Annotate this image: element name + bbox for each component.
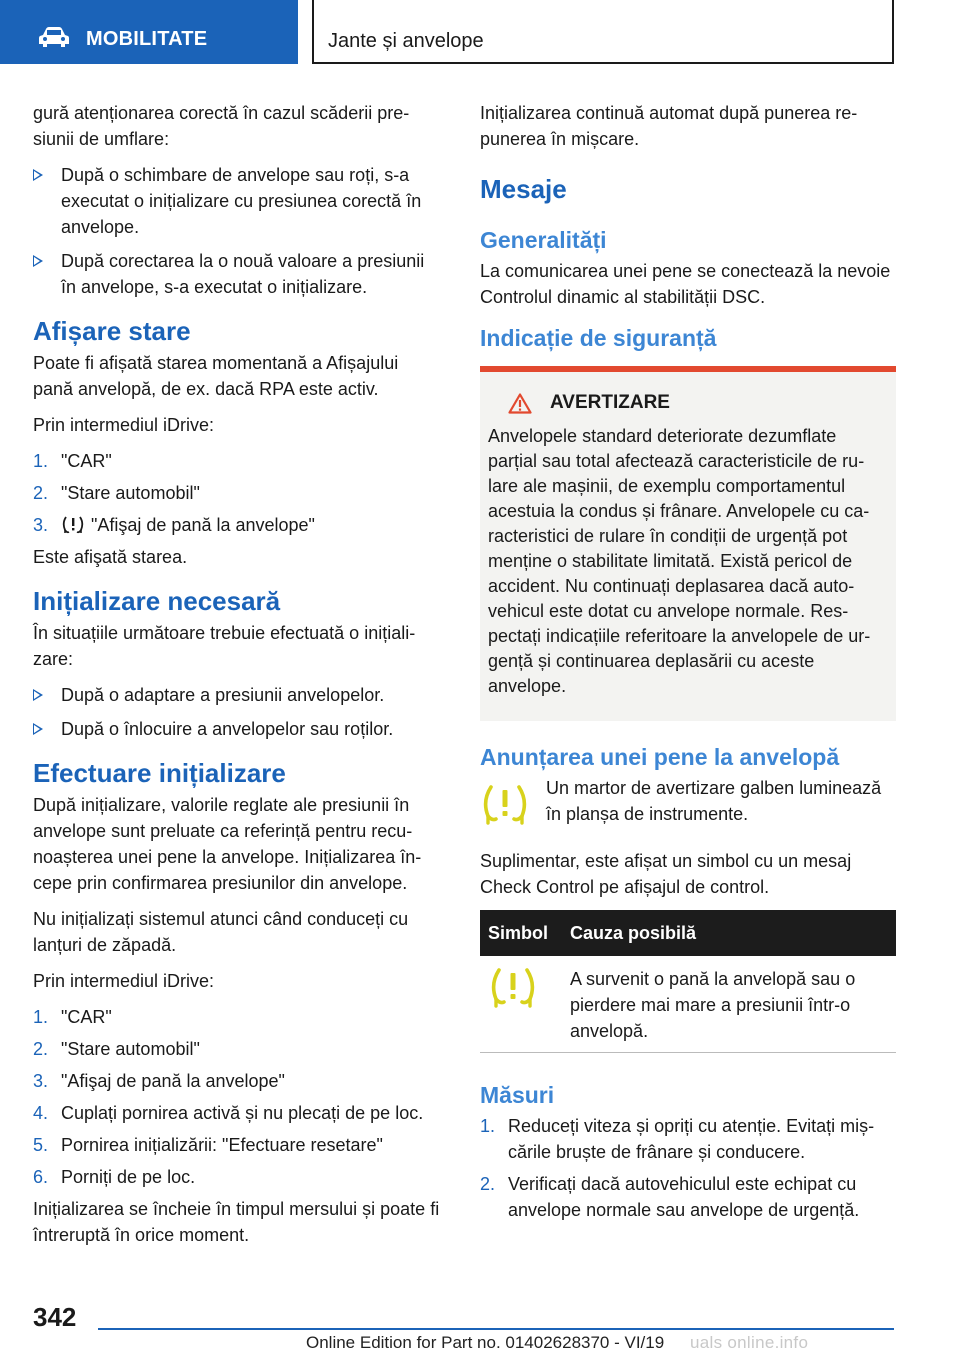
page-number: 342 (33, 1302, 77, 1332)
table-row (480, 956, 896, 1053)
list-item: 5. Pornirea inițializării: "Efectuare resetare" (33, 1135, 383, 1155)
paragraph: Prin intermediul iDrive: (33, 971, 215, 991)
numbered-list (480, 1113, 896, 1223)
list-item: După corectarea la o nouă valoare a presiunii în anvelope, s-a executat o inițializare. (33, 248, 443, 300)
triangle-bullet-icon (33, 689, 43, 701)
heading-generalitati: Generalități (480, 227, 607, 253)
list-item: 2. Verificați dacă autovehiculul este echipat cu anvelope normale sau anvelope de urgență. (480, 1174, 860, 1220)
edition-text: Online Edition for Part no. 01402628370 - VI/19 (306, 1333, 665, 1352)
table-header-cause: Cauza posibilă (562, 910, 896, 956)
heading-masuri: Măsuri (480, 1082, 555, 1108)
warning-title: AVERTIZARE (488, 390, 888, 416)
heading-initializare-necesara: Inițializare necesară (33, 586, 281, 616)
list-item: 3. "Afişaj de pană la anvelope" (33, 1071, 285, 1091)
table-cell-cause: A survenit o pană la anvelopă sau o pierdere mai mare a presiunii într-o anvelopă. (562, 956, 896, 1053)
list-item: 3. "Afişaj de pană la anvelope" (33, 515, 315, 535)
paragraph: Suplimentar, este afișat un simbol cu un mesaj Check Control pe afișajul de control. (480, 851, 852, 897)
watermark: uals online.info (690, 1333, 809, 1352)
symbol-table (480, 910, 896, 1053)
list-item: După o schimbare de anvelope sau roți, s-a executat o inițializare cu presiunea corectă în anvelope. (33, 162, 443, 240)
right-column (480, 100, 896, 1229)
paragraph: Poate fi afișată starea momentană a Afișajului pană anvelopă, de ex. dacă RPA este activ. (33, 353, 399, 399)
paragraph: La comunicarea unei pene se conectează la nevoie Controlul dinamic al stabilității DSC. (480, 261, 891, 307)
paragraph: Inițializarea continuă automat după punerea repunerea în mișcare. (480, 103, 858, 149)
section-tab (0, 0, 298, 64)
heading-mesaje: Mesaje (480, 174, 567, 204)
paragraph: Prin intermediul iDrive: (33, 415, 215, 435)
table-header-symbol: Simbol (480, 910, 562, 956)
paragraph: Inițializarea se încheie în timpul mersului și poate fi întreruptă în orice moment. (33, 1199, 440, 1245)
list-item: 2. "Stare automobil" (33, 483, 200, 503)
list-item: 6. Porniți de pe loc. (33, 1167, 196, 1187)
paragraph: Este afişată starea. (33, 547, 188, 567)
list-item: După o adaptare a presiunii anvelopelor. (33, 682, 443, 708)
bullet-list (33, 682, 443, 742)
car-icon (38, 26, 70, 48)
footer-divider (98, 1328, 894, 1330)
list-item: După o înlocuire a anvelopelor sau roților. (33, 716, 443, 742)
list-item: 4. Cuplați pornirea activă și nu plecați de pe loc. (33, 1103, 424, 1123)
numbered-list (33, 448, 443, 538)
tire-pressure-warning-icon (488, 966, 538, 1010)
list-item: 1. "CAR" (33, 1007, 112, 1027)
chapter-header (312, 0, 894, 64)
paragraph: În situațiile următoare trebuie efectuată o inițializare: (33, 623, 416, 669)
bullet-list (33, 162, 443, 300)
list-item: 2. "Stare automobil" (33, 1039, 200, 1059)
indicator-text: Un martor de avertizare galben luminează în planșa de instrumente. (546, 778, 882, 824)
heading-indicatie-siguranta: Indicație de siguranță (480, 325, 717, 351)
chapter-title: Jante și anvelope (328, 30, 484, 52)
triangle-bullet-icon (33, 255, 43, 267)
warning-box (480, 366, 896, 721)
left-column (33, 100, 443, 1258)
numbered-list (33, 1004, 443, 1190)
tire-pressure-warning-icon (480, 783, 530, 827)
paragraph: După inițializare, valorile reglate ale presiunii în anvelope sunt preluate ca referință pentru recunoașterea unei pene la anvelope. Inițializarea începe prin confirmarea presiunilor din anvelope. (33, 795, 422, 893)
heading-efectuare-initializare: Efectuare inițializare (33, 758, 286, 788)
triangle-bullet-icon (33, 723, 43, 735)
triangle-bullet-icon (33, 169, 43, 181)
indicator-row (480, 775, 896, 834)
heading-afisare-stare: Afișare stare (33, 316, 191, 346)
list-item: 1. "CAR" (33, 451, 112, 471)
warning-text: Anvelopele standard deteriorate dezumflate parțial sau total afectează caracteristicile de rulare ale mașinii, de exemplu comportamentul acestuia la condus și frânare. Anvelopele cu caracteristici de rulare în condiții de urgență pot menține o stabilitate limitată. Există pericol de accident. Nu continuați deplasarea dacă autovehicul este dotat cu anvelope normale. Respectați indicațiile referitoare la anvelopele de urgență și continuarea deplasării cu aceste anvelope. (488, 426, 871, 696)
warning-triangle-icon (508, 393, 532, 414)
list-item: 1. Reduceți viteza și opriți cu atenție. Evitați mișcările bruște de frânare și conducere. (480, 1116, 875, 1162)
paragraph: gură atenționarea corectă în cazul scăderii presiunii de umflare: (33, 103, 410, 149)
paragraph: Nu inițializați sistemul atunci când conduceți cu lanțuri de zăpadă. (33, 909, 409, 955)
heading-anuntarea-pene: Anunțarea unei pene la anvelopă (480, 744, 840, 770)
tire-pressure-icon (61, 515, 85, 535)
section-title: MOBILITATE (86, 28, 208, 50)
